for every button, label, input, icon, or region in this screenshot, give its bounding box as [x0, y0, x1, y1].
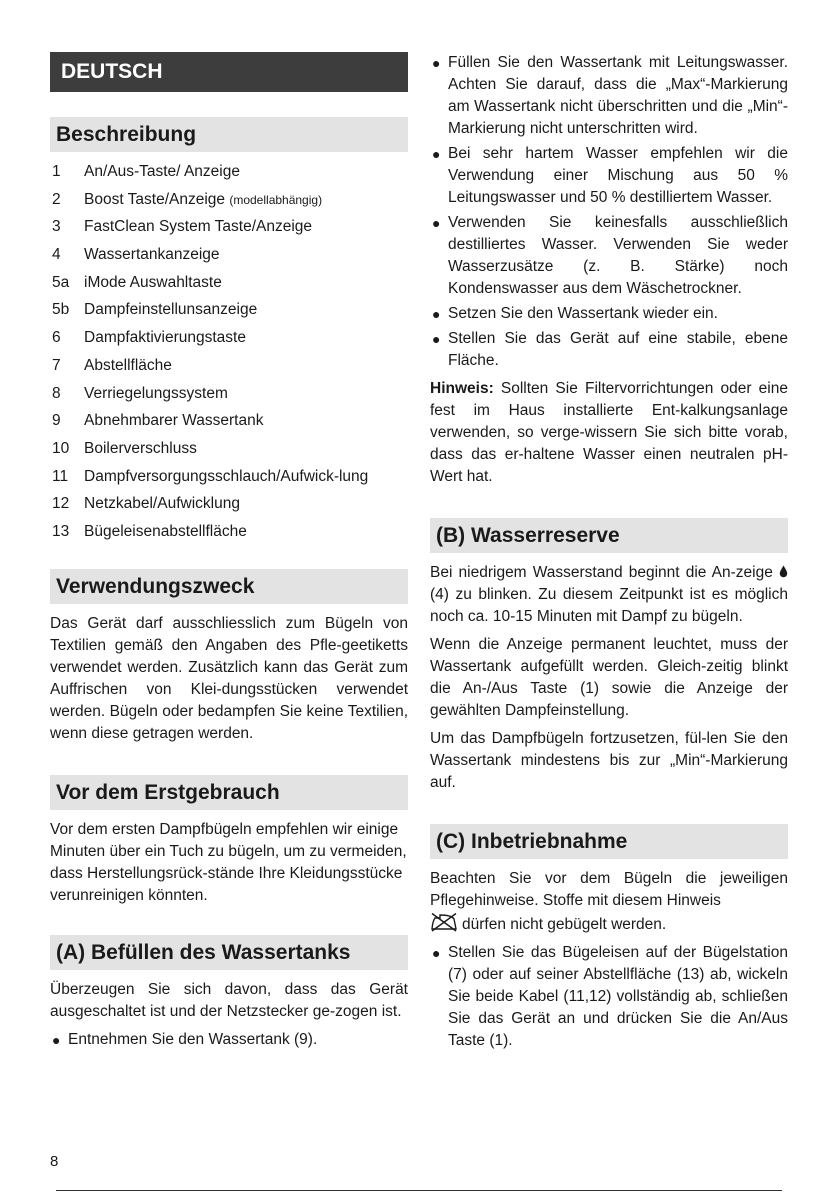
- right-column: [430, 52, 788, 1058]
- verwendungszweck-text: Das Gerät darf ausschliesslich zum Bügeln von Textilien gemäß den Angaben des Pfle-geetiketts verwendet werden. Zusätzlich kann das Gerät zum Auffrischen von Klei-dungsstücken verwendet werden. Bügeln oder bedampfen Sie keine Textilien, wenn diese getragen werden.: [50, 614, 408, 742]
- section-title-verwendungszweck: Verwendungszweck: [50, 569, 408, 604]
- list-item: 8 Verriegelungssystem: [52, 384, 228, 402]
- list-item: 9 Abnehmbarer Wassertank: [52, 412, 264, 430]
- list-item: 7 Abstellfläche: [52, 356, 172, 374]
- befuellen-bullets-left: [50, 1029, 408, 1051]
- list-item: 6 Dampfaktivierungstaste: [52, 329, 246, 347]
- befuellen-bullets-right: [430, 52, 788, 372]
- list-item: 13 Bügeleisenabstellfläche: [52, 522, 247, 540]
- bullet-icon: ●: [432, 215, 441, 231]
- section-title-wasserreserve: (B) Wasserreserve: [430, 518, 788, 553]
- list-item: 2 Boost Taste/Anzeige (modellabhängig): [52, 190, 323, 208]
- list-item: ● Verwenden Sie keinesfalls ausschließlich destilliertes Wasser. Verwenden Sie weder Wasserzusätze (z. B. Stärke) noch Kondenswasser aus dem Wäschetrockner.: [432, 214, 788, 297]
- list-item: ● Stellen Sie das Bügeleisen auf der Bügelstation (7) oder auf seiner Abstellfläche (13) ab, wickeln Sie beide Kabel (11,12) vollständig ab, schließen Sie das Gerät an und drücken Sie die An/Aus Taste (1).: [432, 944, 788, 1049]
- list-item: 5a iMode Auswahltaste: [52, 273, 222, 291]
- wasserreserve-text-2: Wenn die Anzeige permanent leuchtet, muss der Wassertank aufgefüllt werden. Gleich-zeitig blinkt die An-/Aus Taste (1) sowie die Anzeige der gewählten Dampfeinstellung.: [430, 636, 788, 719]
- hinweis-text: Hinweis: Sollten Sie Filtervorrichtungen oder eine fest im Haus installierte Ent-kalkungsanlage verwenden, so verge-wissern Sie sich bitte vorab, dass das er-haltene Wasser einen neutralen pH-Wert hat.: [430, 380, 788, 485]
- bullet-icon: ●: [52, 1031, 61, 1048]
- list-item: 4 Wassertankanzeige: [52, 246, 220, 264]
- bullet-icon: ●: [432, 306, 441, 322]
- inbetriebnahme-bullets: [430, 942, 788, 1052]
- section-title-beschreibung: Beschreibung: [50, 117, 408, 152]
- footer-divider: [56, 1190, 782, 1191]
- list-item: 11 Dampfversorgungsschlauch/Aufwick-lung: [52, 467, 369, 485]
- befuellen-intro: Überzeugen Sie sich davon, dass das Gerät ausgeschaltet ist und der Netzstecker ge-zogen ist.: [50, 980, 408, 1020]
- parts-list: [50, 161, 408, 543]
- list-item: ● Stellen Sie das Gerät auf eine stabile, ebene Fläche.: [432, 330, 788, 369]
- page-number: 8: [50, 1153, 59, 1170]
- list-item: 3 FastClean System Taste/Anzeige: [52, 218, 313, 236]
- bullet-icon: ●: [432, 945, 441, 961]
- list-item: 1 An/Aus-Taste/ Anzeige: [52, 163, 240, 180]
- wasserreserve-text-3: Um das Dampfbügeln fortzusetzen, fül-len Sie den Wassertank mindestens bis zur „Min“-Markierung auf.: [430, 730, 788, 791]
- water-drop-icon: [779, 565, 788, 578]
- left-column: [50, 52, 408, 1057]
- erstgebrauch-text: Vor dem ersten Dampfbügeln empfehlen wir einige Minuten über ein Tuch zu bügeln, um zu vermeiden, dass Herstellungsrück-stände Ihre Kleidungsstücke verunreinigen könnten.: [50, 820, 407, 904]
- wasserreserve-text-1: Bei niedrigem Wasserstand beginnt die An-zeige (4) zu blinken. Zu diesem Zeitpunkt ist es möglich noch ca. 10-15 Minuten mit Dampf zu bügeln.: [430, 564, 788, 625]
- section-title-befuellen: (A) Befüllen des Wassertanks: [50, 935, 408, 970]
- list-item: ● Füllen Sie den Wassertank mit Leitungswasser. Achten Sie darauf, dass die „Max“-Markierung am Wassertank nicht überschritten und die „Min“-Markierung nicht unterschritten wird.: [432, 54, 788, 137]
- list-item: ● Entnehmen Sie den Wassertank (9).: [50, 1029, 408, 1051]
- language-header: DEUTSCH: [50, 52, 408, 92]
- inbetriebnahme-text: Beachten Sie vor dem Bügeln die jeweiligen Pflegehinweise. Stoffe mit diesem Hinweis dürfen nicht gebügelt werden.: [430, 870, 788, 933]
- bullet-icon: ●: [432, 146, 441, 162]
- list-item: ● Bei sehr hartem Wasser empfehlen wir die Verwendung einer Mischung aus 50 % Leitungswasser und 50 % destilliertem Wasser.: [432, 145, 788, 206]
- section-title-inbetriebnahme: (C) Inbetriebnahme: [430, 824, 788, 859]
- no-iron-icon: [430, 912, 458, 932]
- bullet-icon: ●: [432, 55, 441, 71]
- section-title-erstgebrauch: Vor dem Erstgebrauch: [50, 775, 408, 810]
- bullet-icon: ●: [432, 331, 441, 347]
- list-item: 12 Netzkabel/Aufwicklung: [52, 495, 240, 513]
- list-item: 10 Boilerverschluss: [52, 439, 197, 457]
- list-item: ● Setzen Sie den Wassertank wieder ein.: [430, 303, 788, 325]
- list-item: 5b Dampfeinstellunsanzeige: [52, 301, 258, 319]
